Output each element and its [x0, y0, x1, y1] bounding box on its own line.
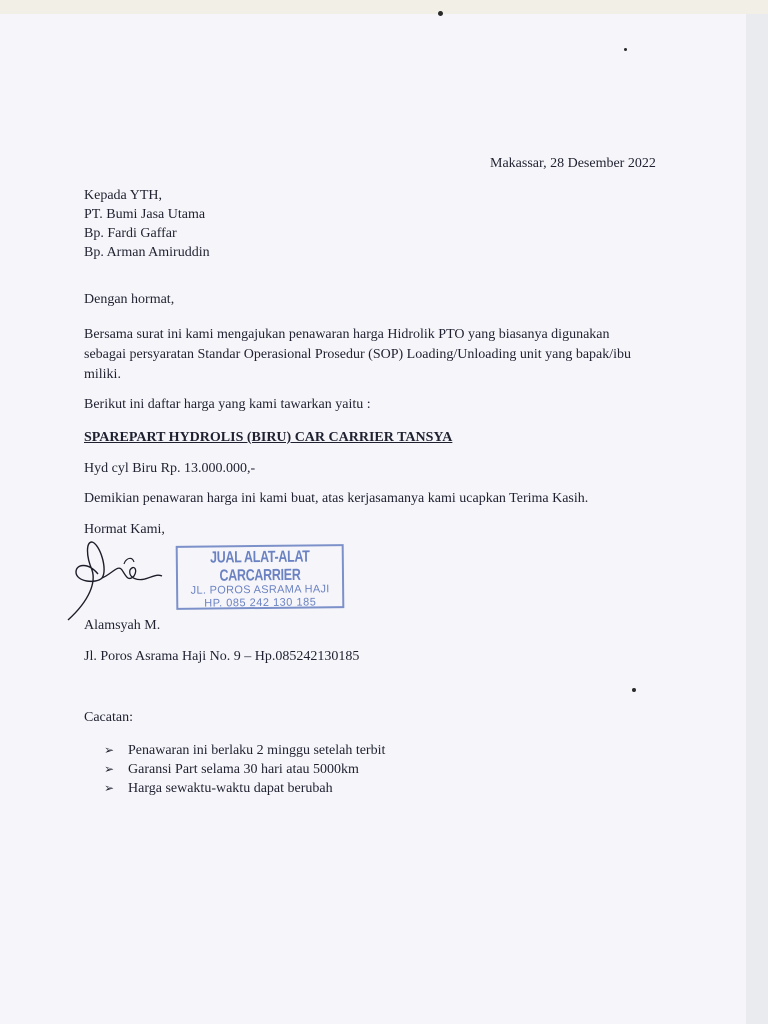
speck: [632, 688, 636, 692]
arrow-right-icon: ➢: [104, 762, 115, 776]
body-line: sebagai persyaratan Standar Operasional Prosedur (SOP) Loading/Unloading unit yang bapak/ibu: [84, 347, 632, 362]
regards: Hormat Kami,: [84, 522, 165, 537]
note-text: Harga sewaktu-waktu dapat berubah: [128, 781, 333, 796]
stamp-line: JUAL ALAT-ALAT CARCARRIER: [209, 547, 310, 585]
note-text: Garansi Part selama 30 hari atau 5000km: [128, 762, 359, 777]
signer-name: Alamsyah M.: [84, 618, 161, 633]
arrow-right-icon: ➢: [104, 743, 115, 757]
list-item: [104, 779, 385, 798]
paper-edge: [746, 0, 768, 1024]
speck: [624, 48, 627, 51]
top-strip: [0, 0, 768, 14]
intro-list: Berikut ini daftar harga yang kami tawarkan yaitu :: [84, 397, 371, 412]
recipient-person: Bp. Fardi Gaffar: [84, 226, 177, 241]
body-line: Bersama surat ini kami mengajukan penawaran harga Hidrolik PTO yang biasanya digunakan: [84, 327, 610, 342]
arrow-right-icon: ➢: [104, 781, 115, 795]
speck: [438, 11, 443, 16]
notes-list: [104, 741, 385, 798]
body-line: miliki.: [84, 367, 121, 382]
recipient-company: PT. Bumi Jasa Utama: [84, 207, 206, 222]
signature-icon: [62, 534, 172, 624]
note-text: Penawaran ini berlaku 2 minggu setelah terbit: [128, 743, 386, 758]
stamp-line: JL. POROS ASRAMA HAJI: [190, 583, 330, 597]
recipient-line: Kepada YTH,: [84, 188, 163, 203]
price-line: Hyd cyl Biru Rp. 13.000.000,-: [84, 461, 256, 476]
greeting: Dengan hormat,: [84, 292, 175, 307]
notes-title: Cacatan:: [84, 710, 133, 725]
stamp-line: HP. 085 242 130 185: [204, 596, 317, 610]
letter-date: Makassar, 28 Desember 2022: [490, 156, 656, 171]
sender-address: Jl. Poros Asrama Haji No. 9 – Hp.085242130185: [84, 649, 360, 664]
list-item: [104, 760, 385, 779]
company-stamp: [176, 544, 345, 610]
closing-text: Demikian penawaran harga ini kami buat, atas kerjasamanya kami ucapkan Terima Kasih.: [84, 491, 589, 506]
list-item: [104, 741, 385, 760]
recipient-person: Bp. Arman Amiruddin: [84, 245, 210, 260]
product-heading: SPAREPART HYDROLIS (BIRU) CAR CARRIER TANSYA: [84, 430, 453, 445]
